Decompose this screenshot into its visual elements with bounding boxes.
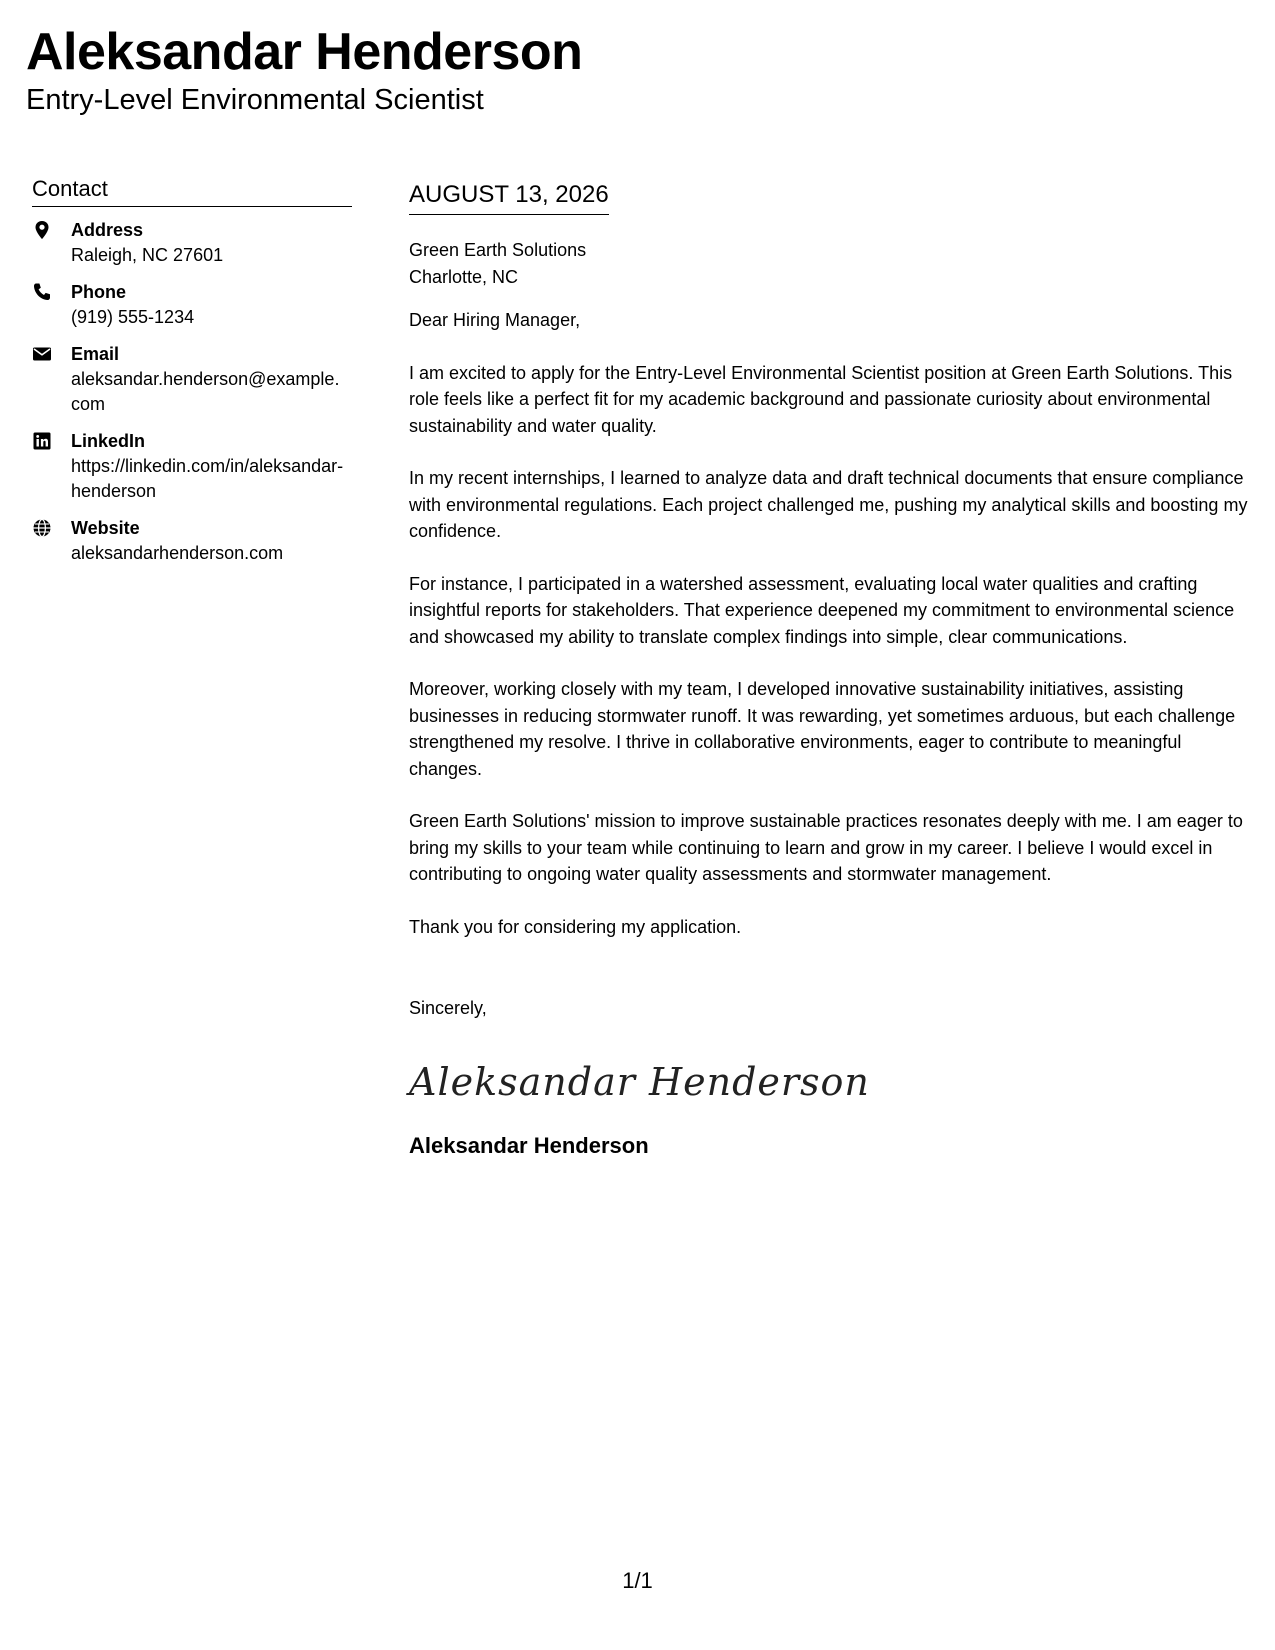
handwritten-signature: Aleksandar Henderson xyxy=(409,1060,870,1104)
letter-date: AUGUST 13, 2026 xyxy=(409,178,609,215)
phone-value: (919) 555-1234 xyxy=(71,307,195,327)
contact-item-email xyxy=(32,342,362,417)
body-paragraph: In my recent internships, I learned to analyze data and draft technical documents that ensure compliance with environmental regulations. Each project challenged me, pushing my analytical skills and boosting my confidence. xyxy=(409,468,1248,541)
body-paragraph: For instance, I participated in a watershed assessment, evaluating local water qualities and crafting insightful reports for stakeholders. That experience deepened my commitment to environmental science and showcased my ability to translate complex findings into simple, clear communications. xyxy=(409,573,1235,647)
recipient-block xyxy=(409,237,1257,290)
closing: Sincerely, xyxy=(409,998,487,1018)
contact-item-address xyxy=(32,218,362,268)
page-number: 1/1 xyxy=(622,1568,653,1593)
body-paragraph: Green Earth Solutions' mission to improve sustainable practices resonates deeply with me. I am eager to bring my skills to your team while continuing to learn and grow in my career. I believe I would excel in contributing to ongoing water quality assessments and stormwater management. xyxy=(409,811,1243,884)
applicant-name: Aleksandar Henderson xyxy=(26,23,583,81)
recipient-company: Green Earth Solutions xyxy=(409,240,587,260)
contact-heading: Contact xyxy=(32,174,352,207)
recipient-location: Charlotte, NC xyxy=(409,266,519,287)
letter-body xyxy=(409,237,1257,1161)
contact-label: Address xyxy=(71,220,144,240)
signed-name: Aleksandar Henderson xyxy=(409,1133,649,1158)
contact-list xyxy=(32,218,362,578)
contact-label: Email xyxy=(71,344,120,364)
linkedin-link[interactable]: https://linkedin.com/in/aleksandar-henderson xyxy=(71,456,344,501)
contact-item-website xyxy=(32,516,362,566)
address-value: Raleigh, NC 27601 xyxy=(71,245,224,265)
contact-label: Website xyxy=(71,518,140,538)
body-paragraph: Thank you for considering my application. xyxy=(409,916,742,937)
job-title: Entry-Level Environmental Scientist xyxy=(26,84,484,116)
map-pin-icon xyxy=(32,220,52,240)
website-link[interactable]: aleksandarhenderson.com xyxy=(71,543,284,563)
phone-icon xyxy=(32,282,52,302)
envelope-icon xyxy=(32,344,52,364)
contact-item-linkedin xyxy=(32,429,362,504)
linkedin-icon xyxy=(32,431,52,451)
salutation: Dear Hiring Manager, xyxy=(409,310,581,330)
body-paragraph: Moreover, working closely with my team, I developed innovative sustainability initiatives, assisting businesses in reducing stormwater runoff. It was rewarding, yet sometimes arduous, but each challenge strengthened my resolve. I thrive in collaborative environments, eager to contribute to meaningful changes. xyxy=(409,679,1236,779)
email-link[interactable]: aleksandar.henderson@example.com xyxy=(71,369,340,414)
contact-label: Phone xyxy=(71,282,127,302)
contact-label: LinkedIn xyxy=(71,431,146,451)
globe-icon xyxy=(32,518,52,538)
contact-item-phone xyxy=(32,280,362,330)
body-paragraph: I am excited to apply for the Entry-Level Environmental Scientist position at Green Earth Solutions. This role feels like a perfect fit for my academic background and passionate curiosity about environmental sustainability and water quality. xyxy=(409,362,1233,436)
